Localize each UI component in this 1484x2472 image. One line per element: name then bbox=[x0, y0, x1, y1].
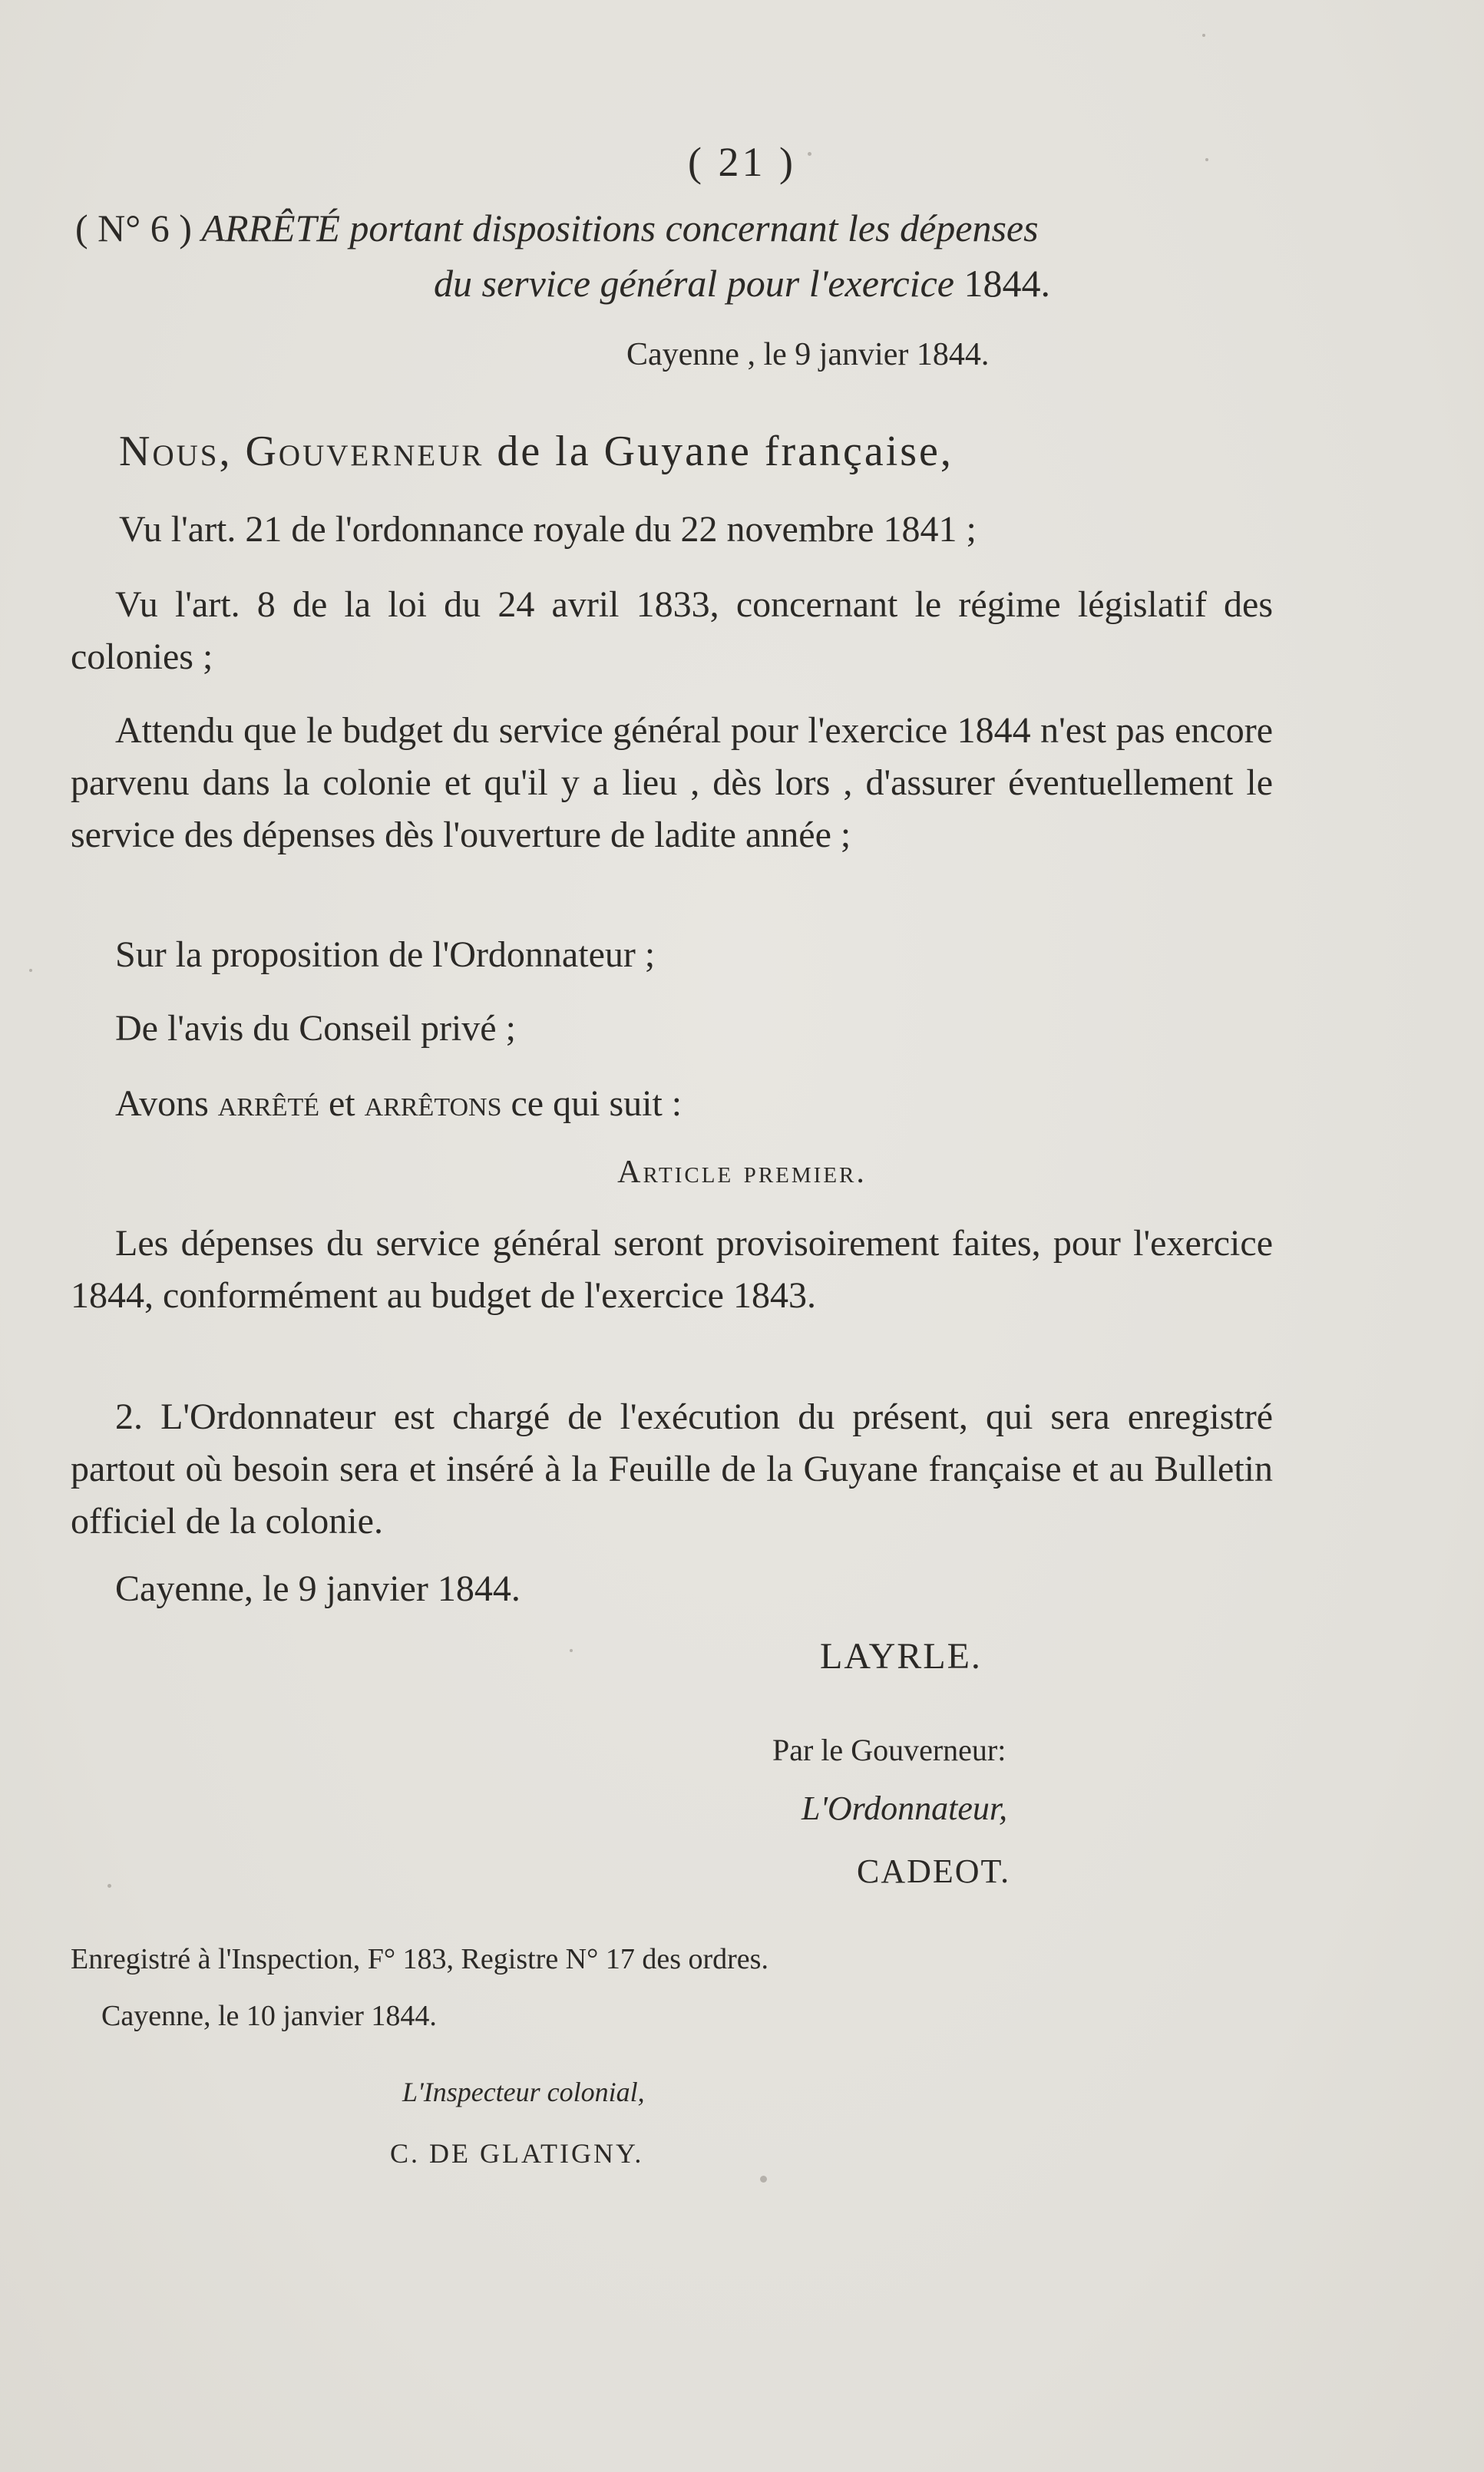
decree-number: ( N° 6 ) bbox=[75, 207, 192, 250]
paragraph-avons-arrete bbox=[115, 1078, 682, 1130]
decree-title-text: ARRÊTÉ portant dispositions concernant les dépenses bbox=[201, 207, 1039, 250]
registration-line: Enregistré à l'Inspection, F° 183, Registre N° 17 des ordres. bbox=[71, 1943, 768, 1975]
preamble-gouverneur-word: Gouverneur bbox=[245, 428, 484, 475]
inspector-title: L'Inspecteur colonial, bbox=[402, 2077, 645, 2107]
paragraph-avis: De l'avis du Conseil privé ; bbox=[115, 1008, 516, 1049]
avons-arrete: arrêté bbox=[217, 1083, 319, 1124]
closing-date: Cayenne, le 9 janvier 1844. bbox=[115, 1568, 521, 1609]
avons-suffix: ce qui suit : bbox=[511, 1083, 683, 1124]
paper-speck bbox=[1202, 34, 1205, 37]
paragraph-attendu: Attendu que le budget du service général pour l'exercice 1844 n'est pas encore parvenu dans la colonie et qu'il y a lieu , dès lors , d'assurer éventuellement le service des dépenses dès l'ouverture de ladite année ; bbox=[71, 710, 1273, 855]
paper-speck bbox=[107, 1884, 111, 1888]
article-1-text: Les dépenses du service général seront provisoirement faites, pour l'exercice 1844, conformément au budget de l'exercice 1843. bbox=[71, 1223, 1273, 1316]
decree-title-line-2 bbox=[0, 261, 1484, 306]
paper-speck bbox=[29, 969, 32, 972]
paper-speck bbox=[570, 1649, 573, 1652]
preamble-rest: de la Guyane française, bbox=[497, 428, 954, 475]
preamble-nous: Nous bbox=[119, 428, 220, 475]
par-le-gouverneur: Par le Gouverneur: bbox=[772, 1733, 1006, 1767]
avons-et: et bbox=[329, 1083, 355, 1124]
article-2-text: 2. L'Ordonnateur est chargé de l'exécution du présent, qui sera enregistré partout où besoin sera et inséré à la Feuille de la Guyane française et au Bulletin officiel de la colonie. bbox=[71, 1396, 1273, 1542]
paper-speck bbox=[1205, 158, 1208, 161]
ordonnateur-name: CADEOT. bbox=[857, 1852, 1011, 1890]
avons-prefix: Avons bbox=[115, 1083, 209, 1124]
ordonnateur-title: L'Ordonnateur, bbox=[801, 1790, 1008, 1827]
paper-speck bbox=[808, 152, 811, 156]
inspector-name: C. DE GLATIGNY. bbox=[390, 2138, 644, 2169]
decree-title-line-1 bbox=[75, 206, 1039, 250]
article-heading: Article premier. bbox=[617, 1155, 867, 1190]
decree-year: 1844. bbox=[963, 262, 1050, 305]
registration-date: Cayenne, le 10 janvier 1844. bbox=[101, 2000, 437, 2032]
preamble-gouverneur: Nous, Gouverneur de la Guyane française, bbox=[119, 428, 954, 475]
paragraph-vu-ordonnance: Vu l'art. 21 de l'ordonnance royale du 22 novembre 1841 ; bbox=[119, 509, 977, 550]
paper-speck bbox=[760, 2176, 767, 2183]
avons-arretons: arrêtons bbox=[364, 1083, 502, 1124]
page-number: ( 21 ) bbox=[688, 139, 796, 185]
dateline: Cayenne , le 9 janvier 1844. bbox=[626, 337, 990, 372]
decree-title-text-2: du service général pour l'exercice bbox=[433, 262, 954, 305]
governor-signature: LAYRLE. bbox=[820, 1636, 982, 1677]
paragraph-vu-loi: Vu l'art. 8 de la loi du 24 avril 1833, concernant le régime législatif des colonies ; bbox=[71, 584, 1273, 677]
paragraph-proposition: Sur la proposition de l'Ordonnateur ; bbox=[115, 934, 656, 975]
